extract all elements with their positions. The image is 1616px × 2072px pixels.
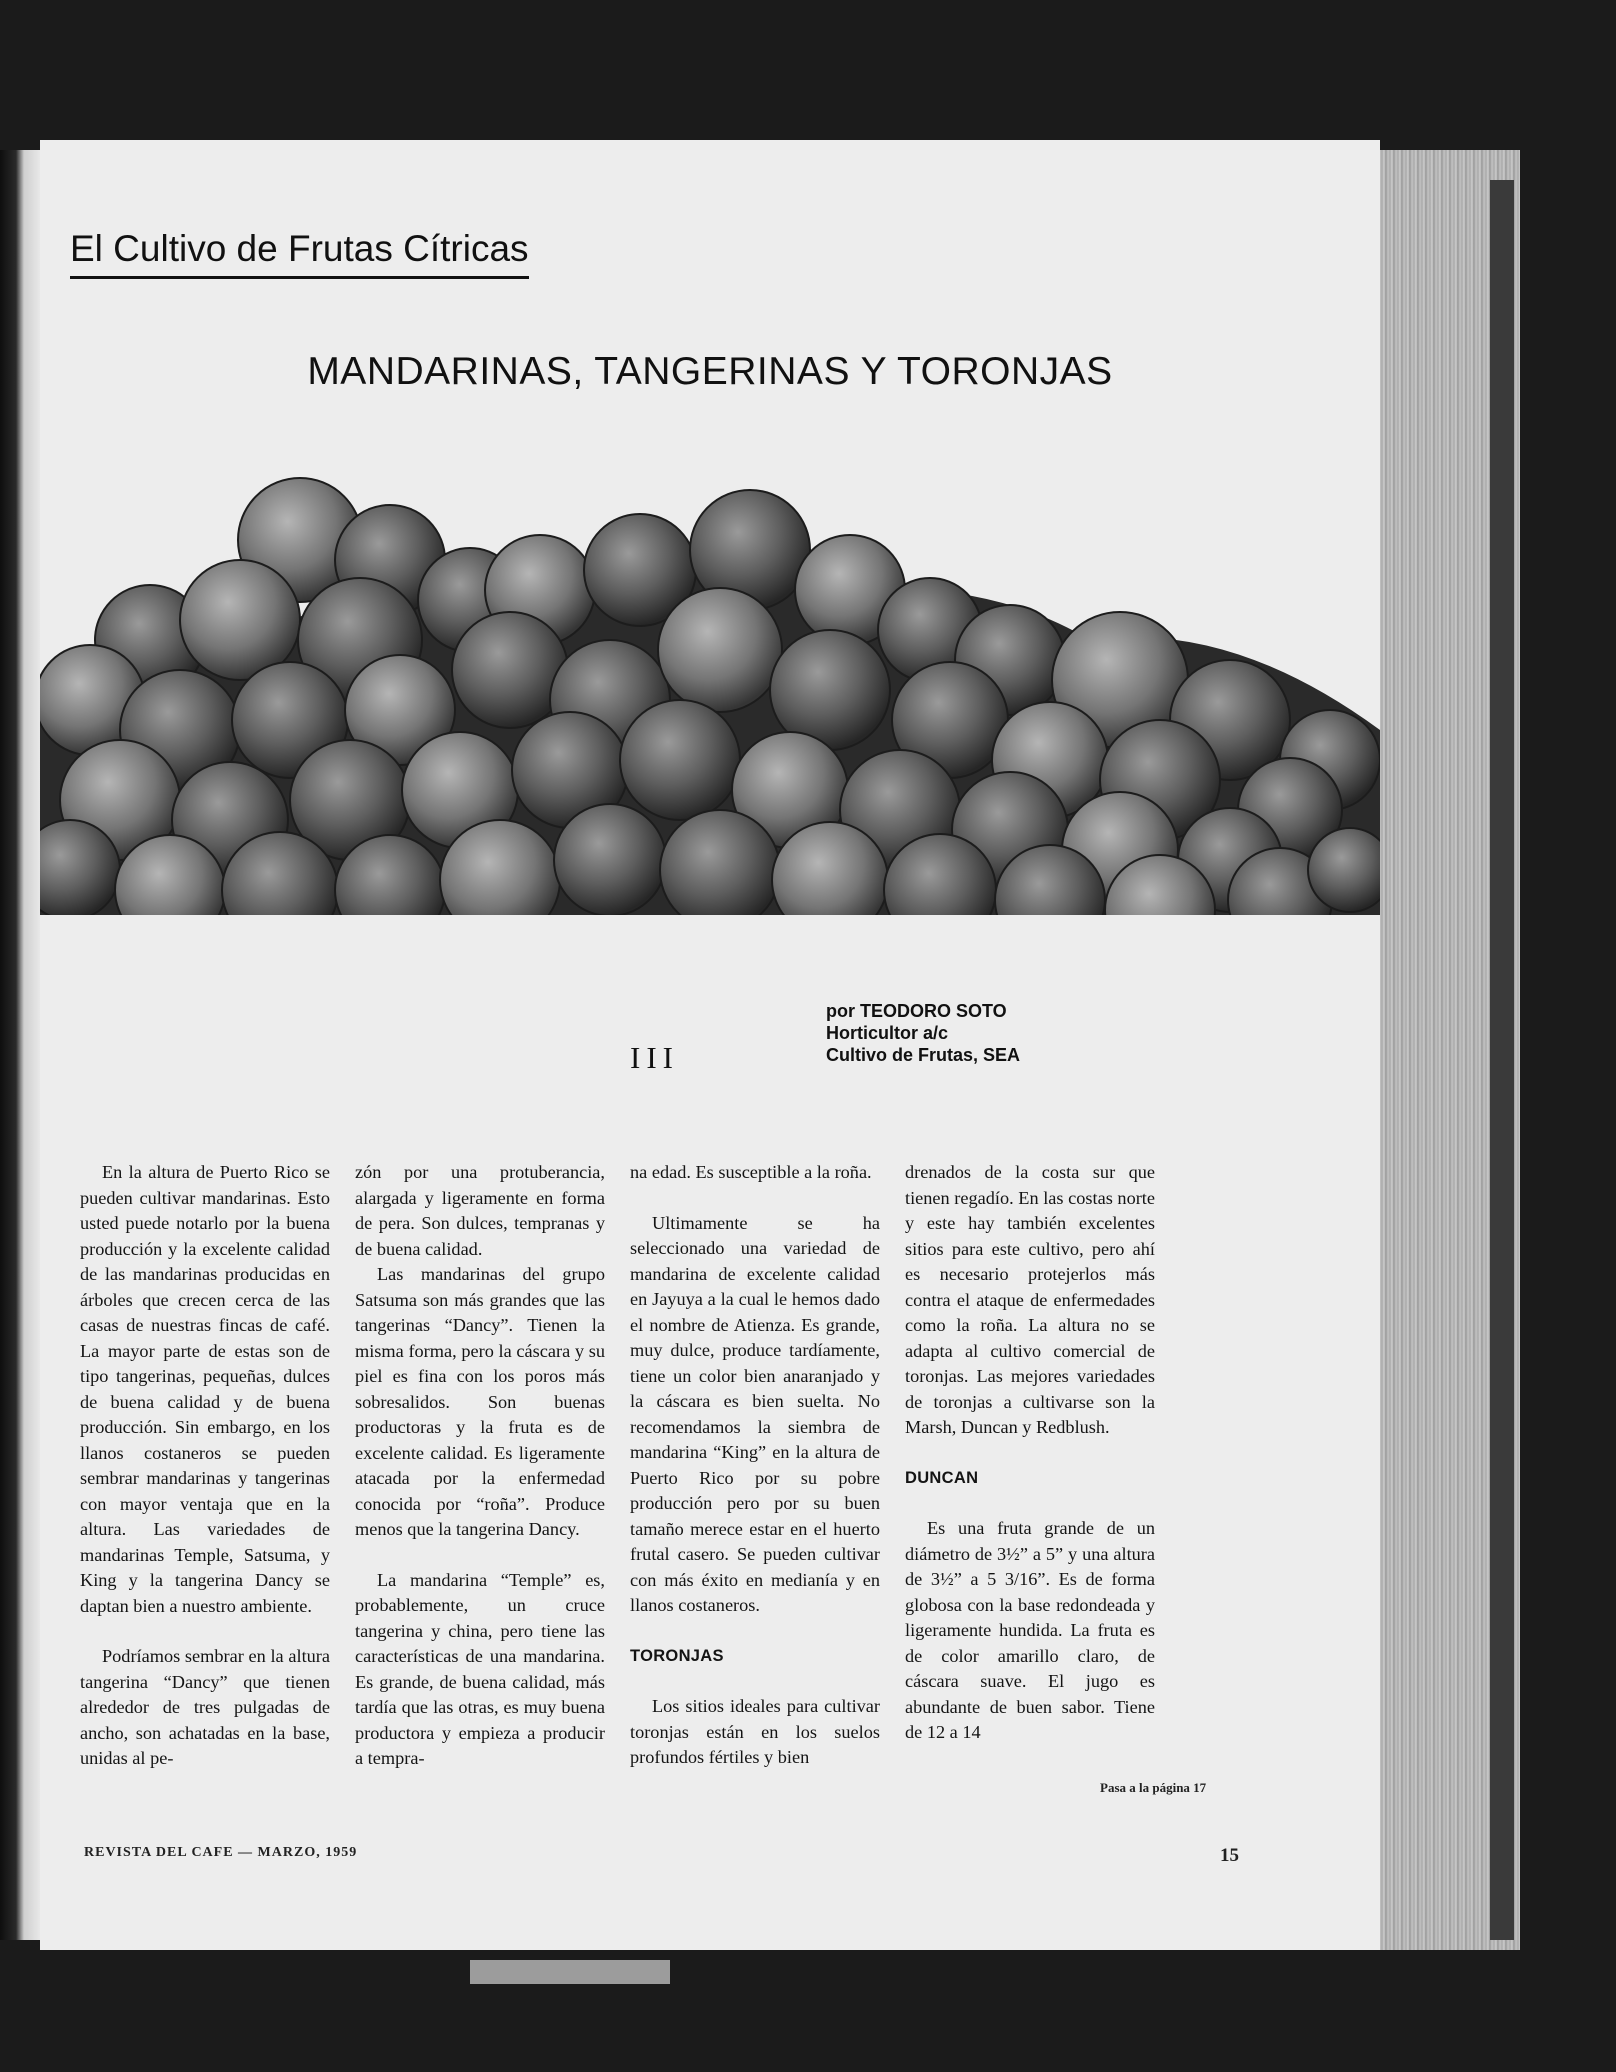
paragraph: Es una fruta grande de un diámetro de 3½” a 5” y una altura de 3½” a 5 3/16”. Es de forma globosa con la base redondeada y ligeramente hundida. La fruta es de color amarillo claro, de cáscara suave. El jugo es abundante de buen sabor. Tiene de 12 a 14 [905, 1518, 1155, 1742]
left-page-edge [0, 150, 40, 1940]
text-column-4 [905, 1160, 1155, 1746]
citrus-fruit-pile-photo [40, 470, 1380, 915]
fruit-shape [1308, 828, 1380, 912]
fruit-shape [620, 700, 740, 820]
section-heading-toronjas: TORONJAS [630, 1646, 724, 1665]
paragraph: Los sitios ideales para cultivar toronjas están en los suelos profundos fértiles y bien [630, 1696, 880, 1767]
text-column-2 [355, 1160, 605, 1772]
bottom-tab [470, 1960, 670, 1984]
article-title: MANDARINAS, TANGERINAS Y TORONJAS [307, 350, 1113, 393]
paragraph: Las mandarinas del grupo Satsuma son más grandes que las tangerinas “Dancy”. Tienen la misma forma, pero la cáscara y su piel es fina con los poros más sobresalidos. Son buenas productoras y la fruta es de excelente calidad. Es ligeramente atacada por la enfermedad conocida por “roña”. Produce menos que la tangerina Dancy. [355, 1264, 605, 1539]
fruit-shape [658, 588, 782, 712]
paragraph: Ultimamente se ha seleccionado una variedad de mandarina de excelente calidad en Jayuya a la cual le hemos dado el nombre de Atienza. Es grande, muy dulce, produce tardíamente, tiene un color bien anaranjado y la cáscara es bien suelta. No recomendamos la siembra de mandarina “King” en la altura de Puerto Rico por su pobre producción pero por su buen tamaño merece estar en el huerto frutal casero. Se pueden cultivar con más éxito en medianía y en llanos costaneros. [630, 1212, 880, 1615]
byline-role: Horticultor a/c [826, 1023, 949, 1043]
paragraph: La mandarina “Temple” es, probablemente, un cruce tangerina y china, pero tiene las características de una mandarina. Es grande, de buena calidad, más tardía que las otras, es muy buena productora y empieza a producir a tempra- [355, 1569, 605, 1768]
series-title: El Cultivo de Frutas Cítricas [70, 228, 529, 279]
byline [826, 1000, 1146, 1066]
paragraph: na edad. Es susceptible a la roña. [630, 1162, 872, 1182]
part-number: III [630, 1040, 679, 1075]
section-heading-duncan: DUNCAN [905, 1468, 979, 1487]
byline-author: por TEODORO SOTO [826, 1001, 1007, 1021]
byline-department: Cultivo de Frutas, SEA [826, 1045, 1021, 1065]
paragraph: zón por una protuberancia, alargada y ligeramente en forma de pera. Son dulces, tempranas y de buena calidad. [355, 1162, 605, 1259]
paragraph: Podríamos sembrar en la altura tangerina “Dancy” que tienen alrededor de tres pulgadas de ancho, son achatadas en la base, unidas al pe- [80, 1646, 330, 1768]
fruit-pile-image [40, 470, 1380, 915]
book-cover-edge [1490, 180, 1514, 1940]
magazine-page [40, 140, 1380, 1950]
text-column-1 [80, 1160, 330, 1772]
page-number: 15 [1220, 1845, 1239, 1866]
footer-publication: REVISTA DEL CAFE — MARZO, 1959 [84, 1845, 358, 1860]
paragraph: En la altura de Puerto Rico se pueden cultivar mandarinas. Esto usted puede notarlo por la buena producción y la excelente calidad de las mandarinas producidas en árboles que crecen cerca de las casas de nuestras fincas de café. La mayor parte de estas son de tipo tangerinas, pequeñas, dulces de buena calidad y de buena producción. Sin embargo, en los llanos costaneros se pueden sembrar mandarinas y tangerinas con mayor ventaja que en la altura. Las variedades de mandarinas Temple, Satsuma, y King y la tangerina Dancy se daptan bien a nuestro ambiente. [80, 1162, 330, 1616]
text-column-3 [630, 1160, 880, 1771]
fruit-shape [554, 804, 666, 915]
continue-note: Pasa a la página 17 [1100, 1780, 1207, 1795]
paragraph: drenados de la costa sur que tienen regadío. En las costas norte y este hay también excelentes sitios para este cultivo, pero ahí es necesario protejerlos más contra el ataque de enfermedades como la roña. La altura no se adapta al cultivo comercial de toronjas. Las mejores variedades de toronjas a cultivarse son la Marsh, Duncan y Redblush. [905, 1162, 1155, 1437]
